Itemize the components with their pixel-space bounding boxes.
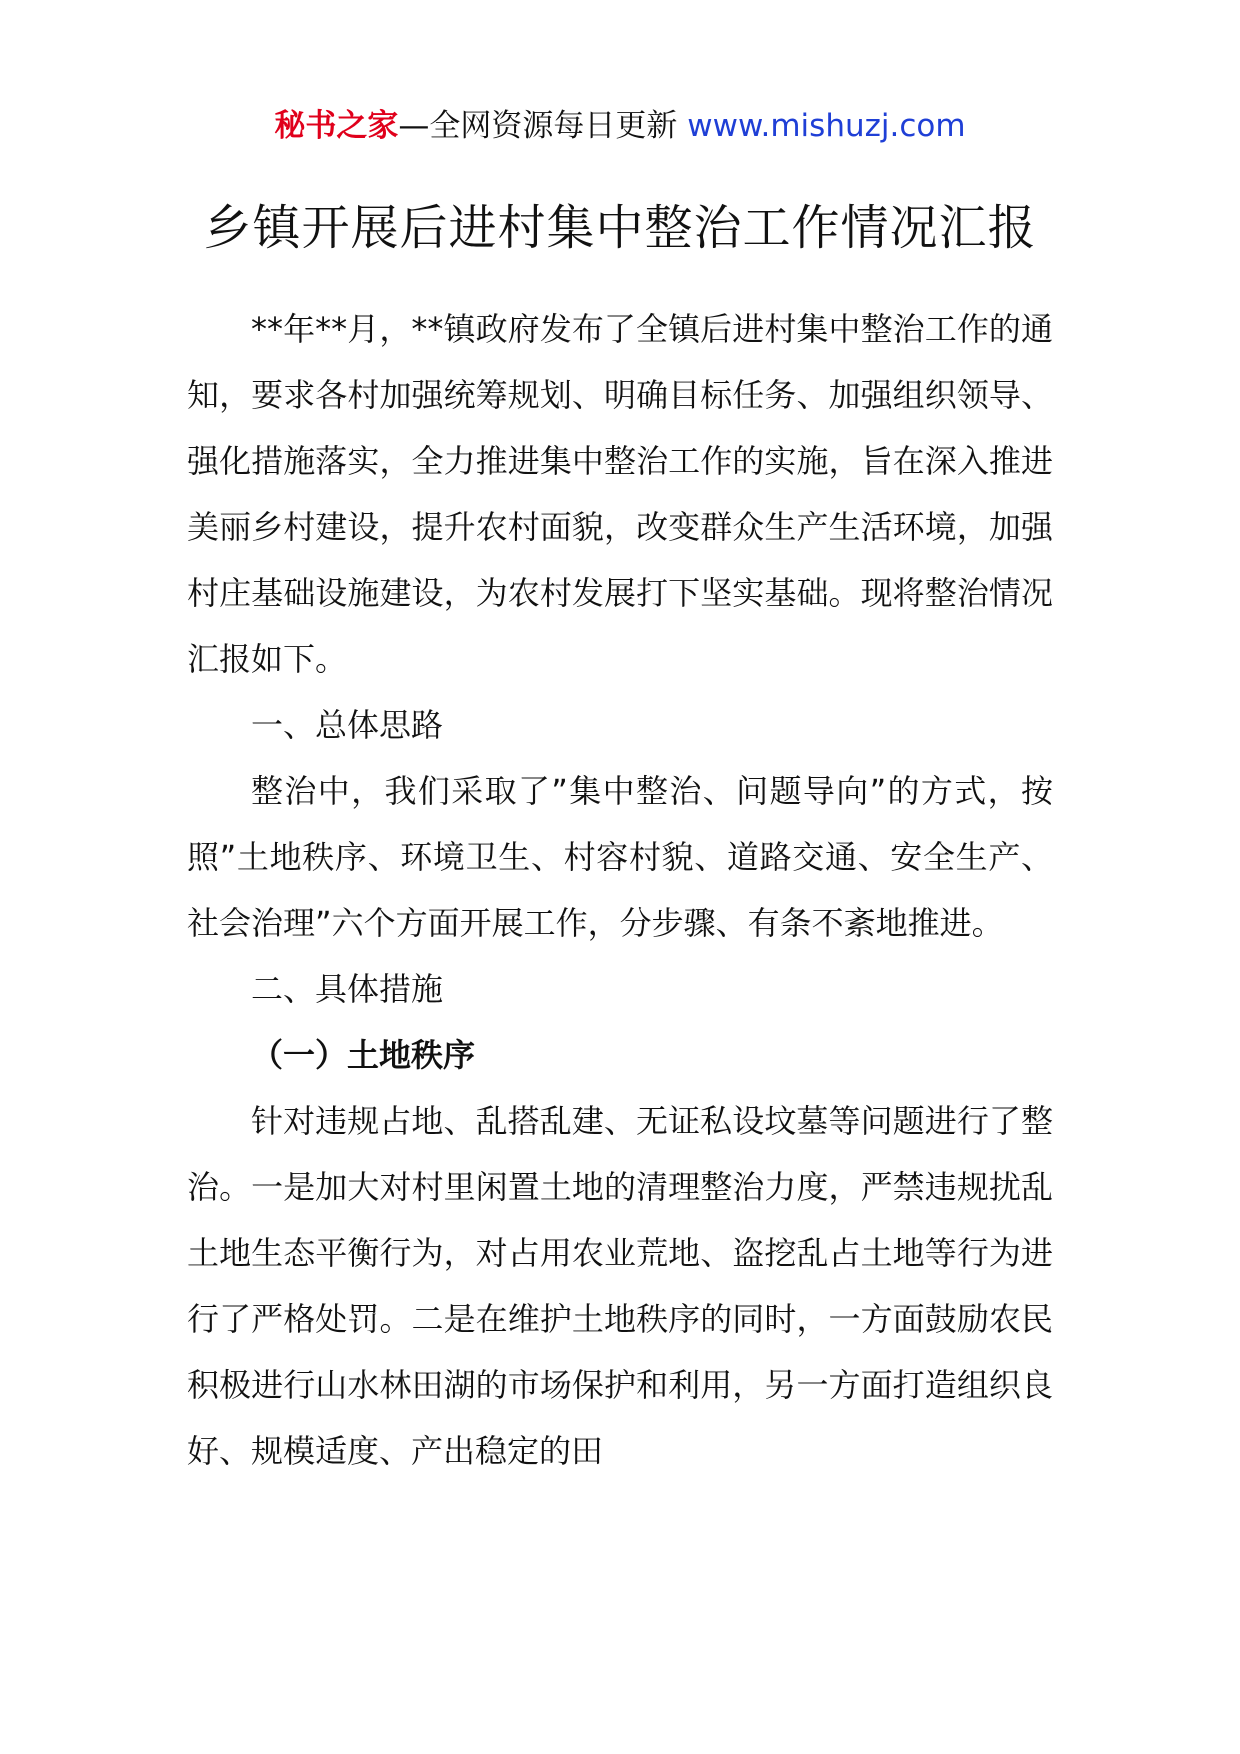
- brand-name: 秘书之家: [274, 108, 399, 144]
- site-url-link[interactable]: www.mishuzj.com: [687, 108, 966, 144]
- section-heading-overall-approach: 一、总体思路: [251, 706, 444, 744]
- header-tagline: —全网资源每日更新: [398, 108, 688, 144]
- intro-paragraph: **年**月，**镇政府发布了全镇后进村集中整治工作的通知，要求各村加强统筹规划、明确目标任务、加强组织领导、强化措施落实，全力推进集中整治工作的实施，旨在深入推进美丽乡村建设，提升农村面貌，改变群众生产生活环境，加强村庄基础设施建设，为农村发展打下坚实基础。现将整治情况汇报如下。: [187, 310, 1053, 678]
- section-heading-specific-measures: 二、具体措施: [251, 970, 444, 1008]
- page-title: 乡镇开展后进村集中整治工作情况汇报: [203, 200, 1037, 256]
- site-header: [0, 104, 1240, 148]
- document-body: [187, 296, 1053, 1484]
- section-paragraph-overall-approach: 整治中，我们采取了”集中整治、问题导向”的方式，按照”土地秩序、环境卫生、村容村貌、道路交通、安全生产、社会治理”六个方面开展工作，分步骤、有条不紊地推进。: [187, 772, 1053, 942]
- subsection-paragraph-land-order: 针对违规占地、乱搭乱建、无证私设坟墓等问题进行了整治。一是加大对村里闲置土地的清理整治力度，严禁违规扰乱土地生态平衡行为，对占用农业荒地、盗挖乱占土地等行为进行了严格处罚。二是在维护土地秩序的同时，一方面鼓励农民积极进行山水林田湖的市场保护和利用，另一方面打造组织良好、规模适度、产出稳定的田: [187, 1102, 1053, 1470]
- subsection-heading-land-order: （一）土地秩序: [251, 1036, 476, 1074]
